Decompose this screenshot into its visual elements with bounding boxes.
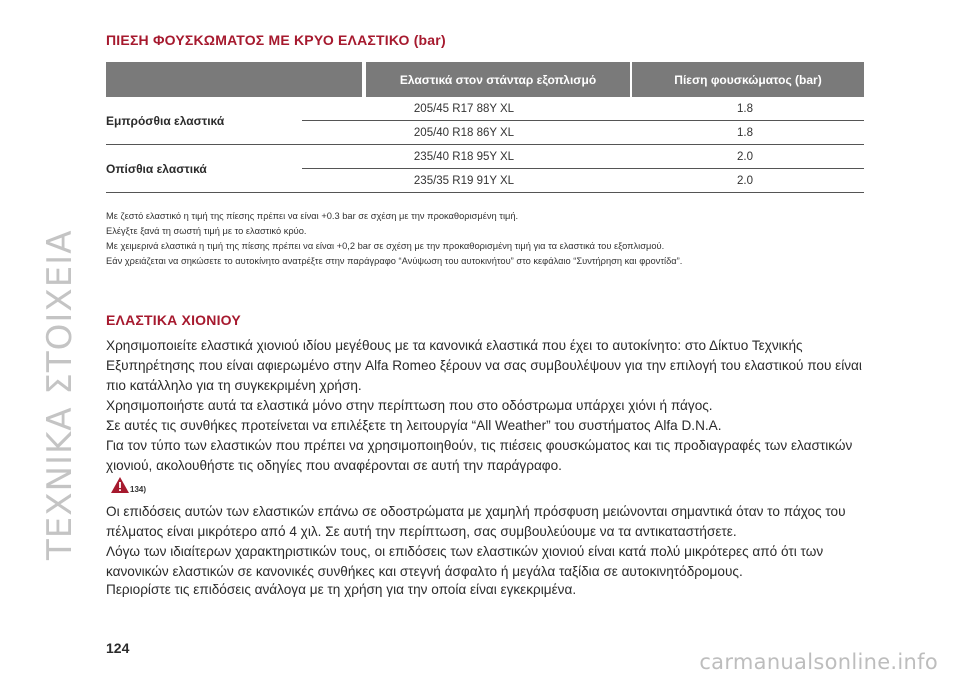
watermark: carmanualsonline.info: [699, 650, 938, 674]
tire-pressure: 1.8: [737, 102, 753, 115]
paragraph: Χρησιμοποιήστε αυτά τα ελαστικά μόνο στην περίπτωση που στο οδόστρωμα υπάρχει χιόνι ή πάγος.: [106, 398, 713, 413]
tire-pressure-table: [106, 62, 864, 193]
note-line: Ελέγξτε ξανά τη σωστή τιμή με το ελαστικό κρύο.: [106, 226, 307, 236]
paragraph: Για τον τύπο των ελαστικών που πρέπει να χρησιμοποιηθούν, τις πιέσεις φουσκώματος και τις προδιαγραφές των ελαστικών χιονιού, ακολουθήστε τις οδηγίες που αναφέρονται σε αυτή την παράγραφο.: [106, 438, 853, 473]
tire-size: 235/40 R18 95Y XL: [413, 150, 515, 163]
tire-size: 205/40 R18 86Y XL: [413, 126, 515, 139]
section-side-label: ΤΕΧΝΙΚΑ ΣΤΟΙΧΕΙΑ: [40, 229, 80, 560]
tire-pressure: 1.8: [737, 126, 753, 139]
warning-ref-number: 134): [130, 485, 147, 494]
page-number: 124: [106, 640, 130, 656]
tire-size: 205/45 R17 88Y XL: [413, 102, 515, 115]
tire-pressure: 2.0: [737, 174, 753, 187]
table-row: [302, 168, 864, 192]
note-line: Με χειμερινά ελαστικά η τιμή της πίεσης πρέπει να είναι +0,2 bar σε σχέση με την προκαθορισμένη τιμή για τα ελαστικά του εξοπλισμού.: [106, 241, 665, 251]
warning-triangle-icon: [110, 476, 130, 494]
paragraph: Λόγω των ιδιαίτερων χαρακτηριστικών τους, οι επιδόσεις των ελαστικών χιονιού είναι κατά πολύ μικρότερες από ότι των κανονικών ελαστικών σε κανονικές συνθήκες και στεγνή άσφαλτο ή μεγάλα ταξίδια σε αυτοκινητόδρομους.: [106, 544, 824, 579]
front-tires-label: Εμπρόσθια ελαστικά: [106, 113, 225, 128]
paragraph: Περιορίστε τις επιδόσεις ανάλογα με τη χρήση για την οποία είναι εγκεκριμένα.: [106, 582, 577, 597]
table-notes: [106, 209, 682, 269]
warning-reference: [110, 476, 146, 494]
paragraph: Οι επιδόσεις αυτών των ελαστικών επάνω σε οδοστρώματα με χαμηλή πρόσφυση μειώνονται σημαντικά όταν το πάχος του πέλματος είναι μικρότερο από 4 χιλ. Σε αυτή την περίπτωση, σας συμβουλεύουμε να τα αντικαταστήσετε.: [106, 504, 846, 539]
paragraph: Χρησιμοποιείτε ελαστικά χιονιού ιδίου μεγέθους με τα κανονικά ελαστικά που έχει το αυτοκίνητο: στο Δίκτυο Τεχνικής Εξυπηρέτησης που είναι αφιερωμένο στην Alfa Romeo ξέρουν να σας συμβουλέψουν για την επιλογή του ελαστικού που είναι πιο κατάλληλο για τη συγκεκριμένη χρήση.: [106, 338, 862, 393]
tire-size: 235/35 R19 91Y XL: [413, 174, 515, 187]
table-row: [302, 145, 864, 168]
header-blank-cell: [106, 62, 362, 97]
table-row: [302, 97, 864, 120]
page-title: ΠΙΕΣΗ ΦΟΥΣΚΩΜΑΤΟΣ ΜΕ ΚΡΥΟ ΕΛΑΣΤΙΚΟ (bar): [106, 32, 446, 48]
note-line: Με ζεστό ελαστικό η τιμή της πίεσης πρέπει να είναι +0.3 bar σε σχέση με την προκαθορισμένη τιμή.: [106, 211, 519, 221]
rear-tires-label: Οπίσθια ελαστικά: [106, 161, 207, 176]
rear-tires-group: [106, 145, 864, 193]
header-pressure: Πίεση φουσκώματος (bar): [632, 62, 864, 97]
note-line: Εάν χρειάζεται να σηκώσετε το αυτοκίνητο ανατρέξτε στην παράγραφο “Ανύψωση του αυτοκινήτου” στο κεφάλαιο “Συντήρηση και φροντίδα”.: [106, 256, 683, 266]
table-row: [302, 120, 864, 144]
front-tires-group: [106, 97, 864, 145]
paragraph: Σε αυτές τις συνθήκες προτείνεται να επιλέξετε τη λειτουργία “All Weather” του συστήματος Alfa D.N.A.: [106, 418, 722, 433]
header-tires: Ελαστικά στον στάνταρ εξοπλισμό: [366, 62, 630, 97]
table-header: [106, 62, 864, 97]
tire-pressure: 2.0: [737, 150, 753, 163]
snow-tires-heading: ΕΛΑΣΤΙΚΑ ΧΙΟΝΙΟΥ: [106, 312, 241, 328]
